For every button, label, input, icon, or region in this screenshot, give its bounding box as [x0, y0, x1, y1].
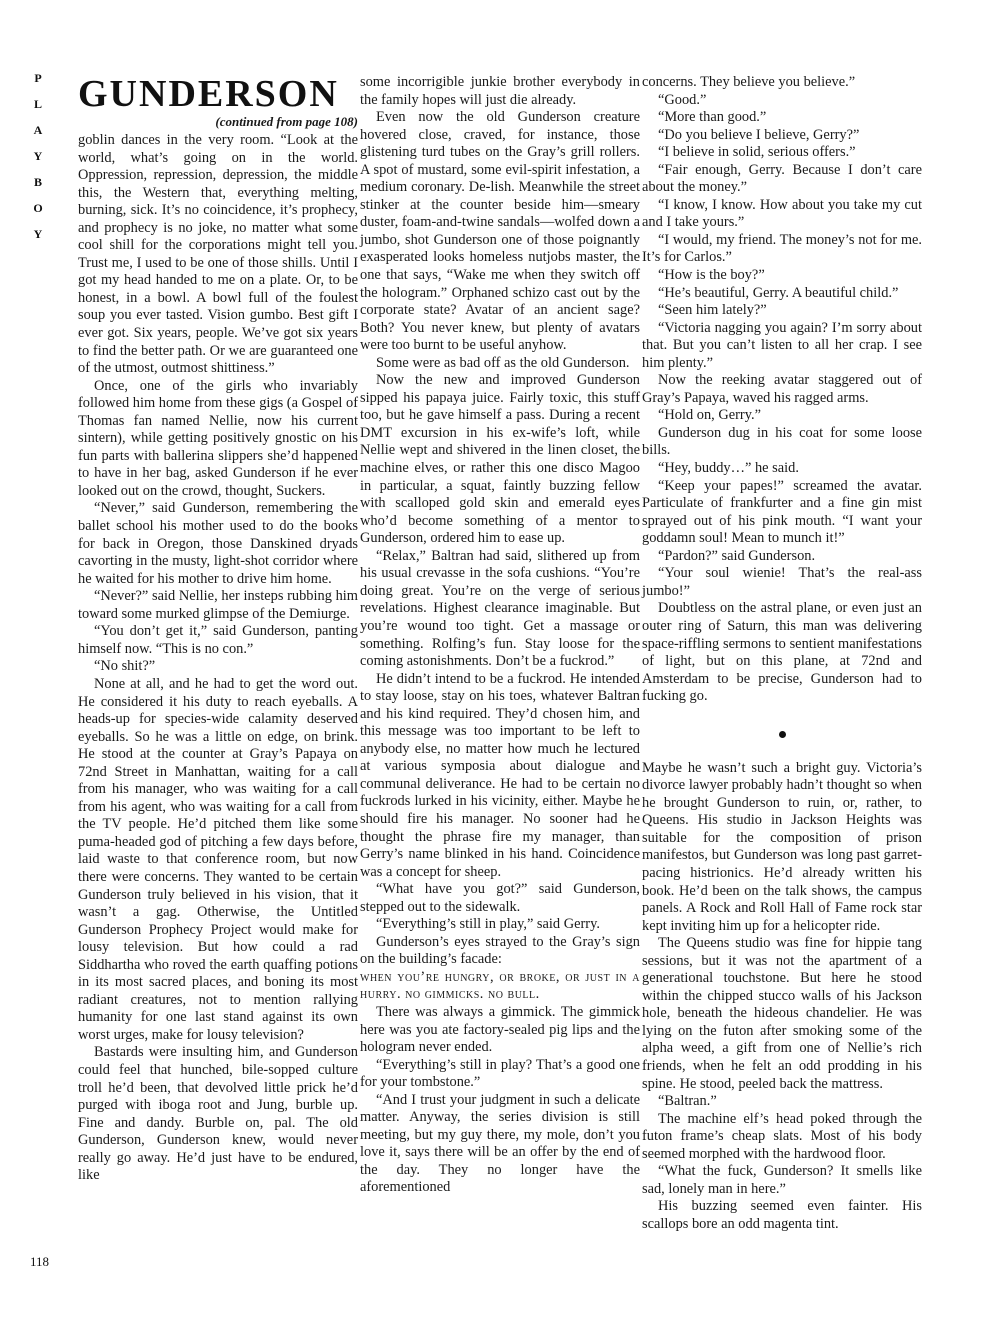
masthead-letter: P	[34, 71, 42, 85]
body-paragraph: Bastards were insulting him, and Gunderson could feel that hunched, bile-sopped culture troll he’d been, that devolved little prick he’d purged with iboga root and Jung, burble up. Fine and dandy. Burble on, pal. The old Gunderson, Gunderson knew, would never really go away. He’d just have to be endured, like	[78, 1044, 358, 1184]
body-paragraph: Now the new and improved Gunderson sipped his papaya juice. Fairly toxic, this stuff too, but he gave himself a pass. During a recent DMT excursion in his ex-wife’s loft, while Nellie wept and shivered in the linen closet, the machine elves, or rather this one disco Magoo in particular, a squat, faintly buzzing fellow with scalloped gold skin and emerald eyes who’d become something of a mentor to Gunderson, ordered him to ease up.	[360, 372, 640, 547]
column-2	[360, 74, 640, 1197]
magazine-masthead-vertical	[28, 70, 48, 252]
body-paragraph: concerns. They believe you believe.”	[642, 74, 856, 90]
body-paragraph: “Victoria nagging you again? I’m sorry about that. But you can’t listen to all her crap. I see him plenty.”	[642, 319, 922, 371]
body-paragraph: “He’s beautiful, Gerry. A beautiful child.”	[658, 284, 899, 301]
body-paragraph: some incorrigible junkie brother everybody in the family hopes will just die already.	[360, 74, 640, 108]
column-3-body-top	[642, 74, 922, 706]
body-paragraph: Even now the old Gunderson creature hovered close, craved, for instance, those glistening turd tubes on the Gray’s grill rollers. A spot of mustard, some evil-spirit infestation, a medium coronary. De-lish. Meanwhile the street stinker at the counter beside him—smeary duster, foam-and-twine sandals—wolfed down a jumbo, shot Gunderson one of those poignantly exasperated looks homeless nutjobs master, the one that says, “Wake me when they switch off the hologram.” Orphaned schizo cast out by the corporate state? Avatar of an ancient sage? Both? You never knew, but plenty of avatars were too burnt to be useful anyhow.	[360, 109, 640, 354]
body-paragraph: “Good.”	[658, 91, 707, 108]
body-paragraph: Gunderson’s eyes strayed to the Gray’s sign on the building’s facade:	[360, 933, 640, 968]
body-paragraph: goblin dances in the very room. “Look at the world, what’s going on in the world. Oppression, repression, depression, the middle this, the Western that, everything melting, burning, sick. It’s no coincidence, it’s prophecy, and prophecy is no joke, no matter what some cool shill for the corporations might tell you. Trust me, I used to be one of those shills. Until I got my head handed to me on a plate. Or, to be honest, in a bowl. A bowl full of the foulest soup you ever tasted. Vision gumbo. Best gift I ever got. Six years, people. We’ve got six years to find the better path. Or we are guaranteed one of the utmost, outmost shittiness.”	[78, 132, 358, 377]
body-paragraph: Once, one of the girls who invariably followed him home from these gigs (a Gospel of Thomas fan named Nellie, now his current sintern), while getting positively gnostic on his fun parts with ballerina slippers she’d happened to have in her bag, asked Gunderson if he ever looked out on the crowd, thought, Suckers.	[78, 377, 358, 499]
masthead-letter: L	[33, 97, 42, 111]
column-3-body-bottom	[642, 760, 922, 1234]
column-3	[642, 74, 922, 1233]
body-paragraph: “What the fuck, Gunderson? It smells like sad, lonely man in here.”	[642, 1163, 922, 1197]
body-paragraph: Gunderson dug in his coat for some loose bills.	[642, 424, 922, 459]
body-paragraph: “You don’t get it,” said Gunderson, panting himself now. “This is no con.”	[78, 623, 358, 657]
body-paragraph: “Relax,” Baltran had said, slithered up from his usual crevasse in the sofa cushions. “You’re doing great. You’re on the verge of serious revelations. Highest clearance imaginable. But you’re wound too tight. Get a massage or something. Rolfing’s fun. Stay loose for the coming astonishments. Don’t be a fuckrod.”	[360, 547, 640, 670]
body-paragraph: “How is the boy?”	[658, 267, 765, 284]
masthead-letter: O	[33, 201, 43, 215]
body-paragraph: “Hold on, Gerry.”	[658, 407, 761, 424]
continued-note: (continued from page 108)	[215, 114, 358, 129]
body-paragraph: “Seen him lately?”	[658, 302, 767, 319]
body-paragraph: “More than good.”	[658, 109, 767, 126]
body-paragraph: None at all, and he had to get the word out. He considered it his duty to reach eyeballs. A heads-up for species-wide calamity deserved eyeballs. So he was a little on edge, on brink. He stood at the counter at Gray’s Papaya on 72nd Street in Manhattan, waiting for a call from his manager, who was waiting for a call from his agent, who was waiting for a call from the TV people. He’d pitched them like some puma-headed god of pitching a few days before, laid waste to that conference room, but now there were concerns. They wanted to be certain Gunderson truly believed in his vision, that it wasn’t a gag. Otherwise, the Untitled Gunderson Prophecy Project would make for lousy television. But how could a rad Siddhartha who roved the earth quaffing potions in its most sacred places, and boning its most radiant creatures, not to mention rallying humanity for one last stand against its own worst urges, make for lousy television?	[78, 675, 358, 1043]
body-paragraph: Some were as bad off as the old Gunderson.	[376, 354, 630, 371]
body-paragraph: Maybe he wasn’t such a bright guy. Victoria’s divorce lawyer probably hadn’t thought so when he brought Gunderson to ruin, or, rather, to Queens. His studio in Jackson Heights was suitable for the composition of prison manifestos, but Gunderson was long past garret-pacing histrionics. He’d already written his book. He’d been on the talk shows, the campus panels. A Rock and Roll Hall of Fame rock star kept inviting him up for a helicopter ride.	[642, 759, 922, 934]
body-paragraph: “What have you got?” said Gunderson, stepped out to the sidewalk.	[360, 881, 640, 915]
body-paragraph: “I would, my friend. The money’s not for me. It’s for Carlos.”	[642, 231, 922, 266]
masthead-letter: A	[33, 123, 43, 137]
body-paragraph: He didn’t intend to be a fuckrod. He intended to stay loose, stay on his toes, whatever Baltran and his kind required. They’d chosen him, and this message was too important to be left to anybody else, no matter how much he lectured at various symposia about dialogue and communal deliverance. He had to be certain no fuckrods lurked in his vicinity, either. Maybe he should fire his manager. No sooner had he thought the phrase fire my manager, than Gerry’s name blinked in his hand. Coincidence was a concept for sheep.	[360, 670, 640, 880]
section-break-bullet	[642, 726, 922, 740]
body-paragraph: “Everything’s still in play? That’s a good one for your tombstone.”	[360, 1056, 640, 1091]
body-paragraph: “Hey, buddy…” he said.	[658, 460, 799, 477]
body-paragraph: The machine elf’s head poked through the futon frame’s cheap slats. Most of his body seemed morphed with the hardwood floor.	[642, 1110, 922, 1162]
body-paragraph: “No shit?”	[94, 658, 156, 675]
masthead-letter: Y	[33, 149, 43, 163]
body-paragraph: “Never?” said Nellie, her insteps rubbing him toward some murked glimpse of the Demiurge.	[78, 588, 358, 622]
body-paragraph: Now the reeking avatar staggered out of Gray’s Papaya, waved his ragged arms.	[642, 372, 922, 406]
body-paragraph: “Baltran.”	[658, 1093, 717, 1110]
masthead-letter: Y	[33, 227, 43, 241]
body-paragraph: when you’re hungry, or broke, or just in a hurry. no gimmicks. no bull.	[360, 968, 640, 1003]
body-paragraph: His buzzing seemed even fainter. His scallops bore an odd magenta tint.	[642, 1198, 922, 1232]
masthead-letter: B	[33, 175, 42, 189]
body-paragraph: “Pardon?” said Gunderson.	[658, 547, 816, 564]
page-number: 118	[30, 1254, 50, 1269]
column-1	[78, 74, 358, 1185]
column-1-body	[78, 132, 358, 1185]
body-paragraph: “Fair enough, Gerry. Because I don’t care about the money.”	[642, 161, 922, 196]
body-paragraph: “I believe in solid, serious offers.”	[658, 144, 856, 161]
body-paragraph: “Do you believe I believe, Gerry?”	[658, 126, 860, 143]
body-paragraph: “And I trust your judgment in such a delicate matter. Anyway, the series division is still meeting, but my guy there, my mole, don’t you love it, says there will be an offer by the end of the day. They no longer have the aforementioned	[360, 1091, 640, 1196]
body-paragraph: The Queens studio was fine for hippie tang sessions, but it was not the apartment of a generational touchstone. But here he stood within the chipped stucco walls of his Jackson hole, beneath the hideous chandelier. He was lying on the futon after smoking some of the alpha weed, a gift from one of Nellie’s rich friends, when he felt an odd prodding in his spine. He stood, peeled back the mattress.	[642, 935, 922, 1092]
body-paragraph: “Your soul wienie! That’s the real-ass jumbo!”	[642, 565, 922, 599]
column-2-body	[360, 74, 640, 1197]
bullet-dot-icon	[779, 731, 786, 738]
body-paragraph: There was always a gimmick. The gimmick here was you ate factory-sealed pig lips and the hologram never ended.	[360, 1003, 640, 1056]
body-paragraph: “Never,” said Gunderson, remembering the ballet school his mother used to do the books for back in Oregon, those Danskined dryads cavorting in the musty, light-shot corridor where he waited for his mother to drive him home.	[78, 500, 358, 587]
body-paragraph: “Everything’s still in play,” said Gerry.	[376, 916, 600, 933]
body-paragraph: Doubtless on the astral plane, or even just an outer ring of Saturn, this man was delivering space-riffling sermons to sentient manifestations of light, but on this plane, at 72nd and Amsterdam to be precise, Gunderson had to fucking go.	[642, 600, 922, 705]
article-headline: GUNDERSON	[78, 73, 339, 115]
body-paragraph: “I know, I know. How about you take my cut and I take yours.”	[642, 196, 922, 231]
body-paragraph: “Keep your papes!” screamed the avatar. Particulate of frankfurter and a fine gin mist sprayed out of his pink mouth. “I want your goddamn soul! Mean to munch it!”	[642, 477, 922, 547]
